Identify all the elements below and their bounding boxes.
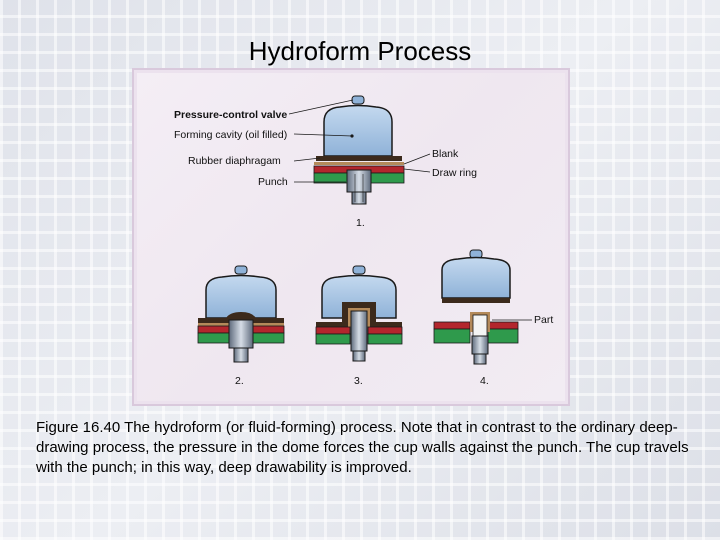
label-blank: Blank <box>432 148 459 160</box>
label-rubber-diaphragm: Rubber diaphragam <box>188 155 281 167</box>
step-label-2: 2. <box>235 375 244 387</box>
step-label-3: 3. <box>354 375 363 387</box>
pressure-valve-1 <box>352 96 364 104</box>
step-label-4: 4. <box>480 375 489 387</box>
forming-cavity-4 <box>442 258 510 299</box>
diaphragm-4 <box>442 298 510 303</box>
slide-title: Hydroform Process <box>248 36 472 66</box>
step-1-assembly <box>289 96 430 204</box>
punch-1 <box>347 170 371 192</box>
forming-cavity-2 <box>206 276 276 319</box>
forming-cavity-1 <box>324 106 392 157</box>
label-pressure-valve: Pressure-control valve <box>174 109 288 121</box>
step-3-assembly <box>316 266 402 361</box>
punch-4 <box>472 336 488 354</box>
label-part: Part <box>534 314 554 326</box>
label-forming-cavity: Forming cavity (oil filled) <box>174 129 288 141</box>
step-4-assembly <box>434 250 532 364</box>
hydroform-diagram <box>134 70 568 404</box>
step-label-1: 1. <box>356 217 365 229</box>
label-punch: Punch <box>258 176 288 188</box>
blank-1 <box>314 162 404 165</box>
punch-3 <box>351 311 367 351</box>
step-2-assembly <box>198 266 284 362</box>
label-draw-ring: Draw ring <box>432 167 477 179</box>
figure-caption: Figure 16.40 The hydroform (or fluid-forming) process. Note that in contrast to the ordinary deep-drawing process, the pressure in the dome forces the cup walls against the punch. The cup travels with the punch; in this way, deep drawability is improved. <box>36 419 689 476</box>
punch-2 <box>229 320 253 348</box>
figure-frame <box>132 68 570 406</box>
